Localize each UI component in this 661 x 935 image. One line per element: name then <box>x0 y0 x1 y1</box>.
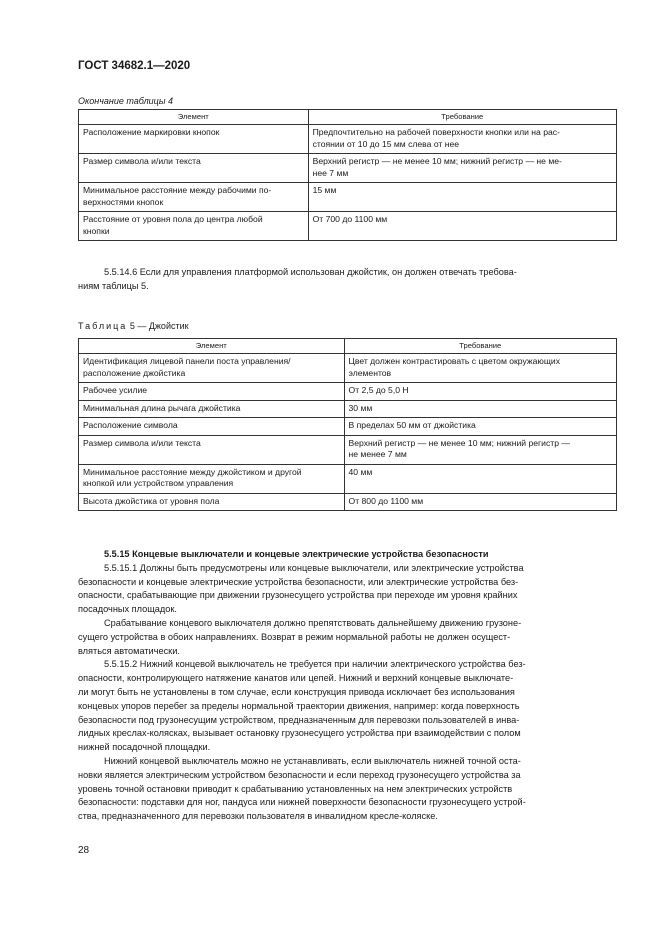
cell-text-line: кнопкой или устройством управления <box>83 478 234 488</box>
text-line: сущего устройства в обоих направлениях. Возврат в режим нормальной работы не должен осущест- <box>78 631 511 642</box>
cell-text-line: От 700 до 1100 мм <box>312 214 388 224</box>
cell-element <box>79 493 345 511</box>
text-line: лидных креслах-колясках, вызывает остановку грузонесущего устройства при взаимодействии с полом <box>78 728 521 739</box>
table5-caption-label: Таблица <box>78 321 128 331</box>
section-paragraphs <box>78 562 617 824</box>
text-line: ства, предназначенного для перевозки пользователя в инвалидном кресле-коляске. <box>78 811 438 822</box>
cell-text-line: Предпочтительно на рабочей поверхности кнопки или на рас- <box>312 127 560 137</box>
cell-text-line: кнопки <box>83 225 110 236</box>
cell-text-line: не менее 7 мм <box>348 449 407 459</box>
cell-text-line: Рабочее усилие <box>83 385 148 395</box>
text-line: уровень точной остановки приводит к срабатыванию установленных на нем электрических устройств <box>78 783 513 794</box>
cell-requirement <box>344 354 616 383</box>
table-row <box>79 400 617 418</box>
table-row <box>79 383 617 401</box>
cell-text-line: расположение джойстика <box>83 367 186 378</box>
text-line: ли могут быть не установлены в том случае, если конструкция привода исключает без использования <box>78 686 515 697</box>
document-code: ГОСТ 34682.1—2020 <box>78 60 191 72</box>
text-line: Срабатывание концевого выключателя должно препятствовать дальнейшему движению грузоне- <box>104 617 522 628</box>
table-row <box>79 435 617 464</box>
text-line: новки является электрическим устройством безопасности и если переход грузонесущего устройства за <box>78 769 521 780</box>
table-row <box>79 354 617 383</box>
cell-text-line: От 800 до 1100 мм <box>348 495 424 506</box>
cell-requirement <box>344 464 616 493</box>
table-row <box>79 183 617 212</box>
text-line: 5.5.15.2 Нижний концевой выключатель не требуется при наличии электрического устройства без- <box>104 659 526 670</box>
text-line: Нижний концевой выключатель можно не устанавливать, если выключатель нижней точной оста- <box>104 755 521 766</box>
table4-body <box>79 125 617 241</box>
text-line: 5.5.14.6 Если для управления платформой использован джойстик, он должен отвечать требова- <box>104 267 517 277</box>
table5-caption-title: 5 — Джойстик <box>129 321 189 331</box>
column-header-requirement: Требование <box>308 110 616 125</box>
table-row <box>79 154 617 183</box>
cell-text-line: Размер символа и/или текста <box>83 156 201 166</box>
cell-text-line: Расположение символа <box>83 420 178 430</box>
cell-text-line: В пределах 50 мм от джойстика <box>348 420 476 430</box>
text-line: безопасности и концевые электрические устройства безопасности, или электрические устройства без- <box>78 576 519 587</box>
cell-text-line: Размер символа и/или текста <box>83 437 201 448</box>
column-header-requirement: Требование <box>344 339 616 354</box>
section-title: 5.5.15 Концевые выключатели и концевые электрические устройства безопасности <box>104 549 489 559</box>
cell-requirement <box>308 154 616 183</box>
text-line: опасности, срабатывающие при движении грузонесущего устройства при переходе им уровня крайних <box>78 590 518 601</box>
cell-text-line: Минимальное расстояние между рабочими по- <box>83 185 272 195</box>
cell-element <box>79 154 309 183</box>
cell-requirement <box>344 383 616 401</box>
cell-element <box>79 435 345 464</box>
cell-text-line: Идентификация лицевой панели поста управления/ <box>83 356 291 366</box>
cell-text-line: нее 7 мм <box>312 167 349 178</box>
cell-requirement <box>344 435 616 464</box>
cell-text-line: Высота джойстика от уровня пола <box>83 495 220 506</box>
cell-requirement <box>308 183 616 212</box>
cell-text-line: элементов <box>348 367 392 378</box>
cell-text-line: Расположение маркировки кнопок <box>83 127 220 137</box>
table5-caption <box>78 321 189 331</box>
cell-text-line: 15 мм <box>312 185 337 195</box>
text-line: безопасности под грузонесущим устройством, предназначенным для перевозки пользователей в инва- <box>78 714 520 725</box>
cell-element <box>79 183 309 212</box>
cell-text-line: Верхний регистр — не менее 10 мм; нижний регистр — <box>348 437 570 448</box>
cell-element <box>79 354 345 383</box>
table5-body <box>79 354 617 511</box>
section-5-5-15 <box>78 548 617 824</box>
table4 <box>78 109 617 241</box>
cell-element <box>79 383 345 401</box>
cell-element <box>79 125 309 154</box>
table5 <box>78 338 617 511</box>
cell-requirement <box>344 493 616 511</box>
table4-caption: Окончание таблицы 4 <box>78 96 173 106</box>
table-row <box>79 212 617 241</box>
text-line: нижней посадочной площадки. <box>78 742 211 753</box>
cell-requirement <box>344 400 616 418</box>
paragraph-5-5-14-6 <box>78 266 617 294</box>
table-row <box>79 493 617 511</box>
cell-element <box>79 418 345 436</box>
cell-text-line: Минимальная длина рычага джойстика <box>83 402 241 413</box>
text-line: ниям таблицы 5. <box>78 280 149 291</box>
table-header-row <box>79 110 617 125</box>
text-line: 5.5.15.1 Должны быть предусмотрены или концевые выключатели, или электрические устройства <box>104 562 524 573</box>
text-line: опасности, контролирующего натяжение канатов или цепей. Нижний и верхний концевые выключате- <box>78 673 514 684</box>
cell-text-line: Расстояние от уровня пола до центра любой <box>83 214 263 224</box>
column-header-element: Элемент <box>79 339 345 354</box>
cell-text-line: 30 мм <box>348 402 373 413</box>
table-header-row <box>79 339 617 354</box>
table-row <box>79 125 617 154</box>
cell-requirement <box>308 125 616 154</box>
cell-text-line: стоянии от 10 до 15 мм слева от нее <box>312 138 460 149</box>
cell-text-line: Минимальное расстояние между джойстиком и другой <box>83 466 302 477</box>
text-line: безопасности: подставки для ног, пандуса или нижней поверхности безопасности грузонесущего устрой- <box>78 797 526 808</box>
cell-requirement <box>308 212 616 241</box>
cell-text-line: Верхний регистр — не менее 10 мм; нижний регистр — не ме- <box>312 156 562 166</box>
cell-text-line: Цвет должен контрастировать с цветом окружающих <box>348 356 561 366</box>
cell-element <box>79 212 309 241</box>
page-number: 28 <box>78 845 90 856</box>
cell-element <box>79 464 345 493</box>
cell-text-line: верхностями кнопок <box>83 196 164 207</box>
text-line: концевых упоров перебег за пределы нормальной траектории движения, например: когда поверхность <box>78 700 520 711</box>
table-row <box>79 418 617 436</box>
table-row <box>79 464 617 493</box>
cell-text-line: От 2,5 до 5,0 Н <box>348 385 409 395</box>
text-line: вляться автоматически. <box>78 645 180 656</box>
column-header-element: Элемент <box>79 110 309 125</box>
cell-element <box>79 400 345 418</box>
cell-text-line: 40 мм <box>348 466 373 477</box>
text-line: посадочных площадок. <box>78 604 177 615</box>
cell-requirement <box>344 418 616 436</box>
